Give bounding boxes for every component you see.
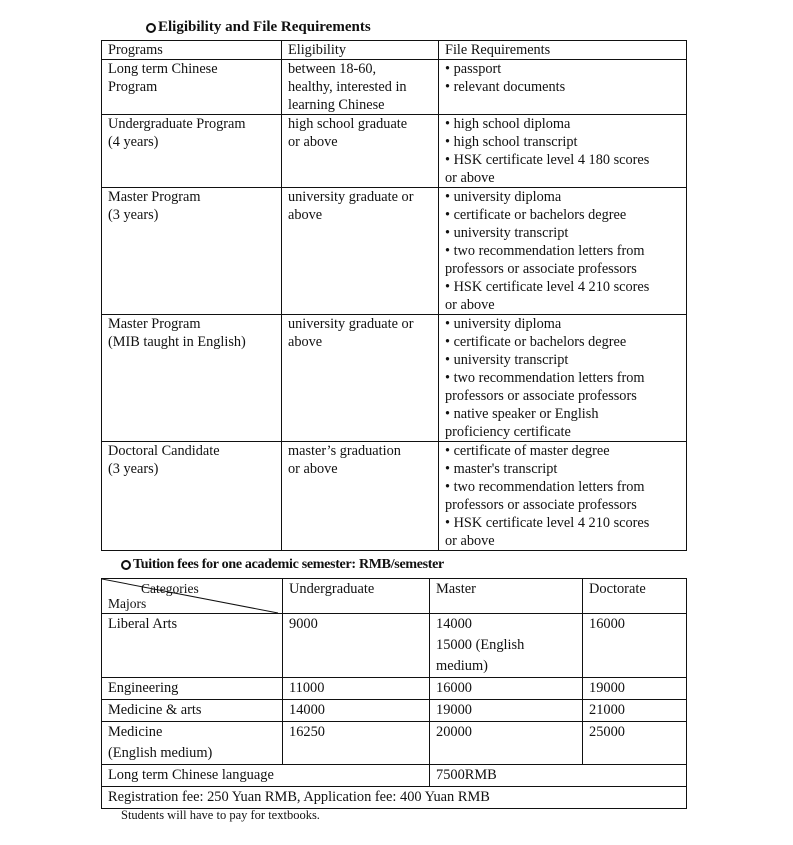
cell-line: master’s graduation <box>288 443 401 459</box>
undergraduate-fee-cell: 16250 <box>283 722 430 765</box>
section-title-text: Tuition fees for one academic semester: RMB/semester <box>133 557 444 572</box>
undergraduate-fee-cell: 14000 <box>283 700 430 722</box>
cell-line: healthy, interested in <box>288 79 407 95</box>
corner-label-categories: Categories <box>141 581 199 596</box>
cell-line: Long term Chinese <box>108 61 218 77</box>
section-title-tuition <box>121 557 444 573</box>
cell-line: 14000 <box>436 616 472 632</box>
footnote: Students will have to pay for textbooks. <box>121 808 320 822</box>
cell-line: professors or associate professors <box>445 388 637 404</box>
table-row <box>102 722 687 765</box>
cell-line: above <box>288 207 323 223</box>
fees-row <box>102 787 687 809</box>
column-header: Undergraduate <box>283 579 430 614</box>
cell-line: or above <box>445 297 495 313</box>
cell-line: between 18-60, <box>288 61 377 77</box>
column-header: File Requirements <box>439 41 687 60</box>
language-value: 7500RMB <box>430 765 687 787</box>
cell-line: university graduate or <box>288 189 414 205</box>
major-cell <box>102 700 283 722</box>
doctorate-fee-cell: 19000 <box>583 678 687 700</box>
cell-line: professors or associate professors <box>445 261 637 277</box>
file-requirements-cell <box>439 315 687 442</box>
cell-line: (MIB taught in English) <box>108 334 246 350</box>
cell-line: • HSK certificate level 4 180 scores <box>445 152 650 168</box>
column-header: Programs <box>102 41 282 60</box>
cell-line: (4 years) <box>108 134 159 150</box>
cell-line: • two recommendation letters from <box>445 243 645 259</box>
cell-line: Program <box>108 79 158 95</box>
table-row <box>102 442 687 551</box>
program-cell <box>102 315 282 442</box>
column-header: Eligibility <box>282 41 439 60</box>
undergraduate-fee-cell: 9000 <box>283 614 430 678</box>
table-row <box>102 315 687 442</box>
doctorate-fee-cell: 21000 <box>583 700 687 722</box>
cell-line: • passport <box>445 61 502 77</box>
table-row <box>102 115 687 188</box>
table-row <box>102 678 687 700</box>
cell-line: above <box>288 334 323 350</box>
program-cell <box>102 115 282 188</box>
cell-line: Medicine <box>108 724 163 740</box>
corner-header-cell <box>102 579 283 614</box>
cell-line: (English medium) <box>108 745 213 761</box>
cell-line: 19000 <box>436 702 472 718</box>
cell-line: Master Program <box>108 189 201 205</box>
master-fee-cell <box>430 614 583 678</box>
cell-line: • two recommendation letters from <box>445 479 645 495</box>
cell-line: • two recommendation letters from <box>445 370 645 386</box>
cell-line: high school graduate <box>288 116 408 132</box>
cell-line: • HSK certificate level 4 210 scores <box>445 515 650 531</box>
cell-line: • university diploma <box>445 189 562 205</box>
table-row <box>102 700 687 722</box>
cell-line: • certificate or bachelors degree <box>445 334 627 350</box>
tuition-table <box>101 578 687 809</box>
doctorate-fee-cell: 25000 <box>583 722 687 765</box>
cell-line: • certificate of master degree <box>445 443 610 459</box>
column-header: Master <box>430 579 583 614</box>
doctorate-fee-cell: 16000 <box>583 614 687 678</box>
cell-line: Undergraduate Program <box>108 116 246 132</box>
column-header: Doctorate <box>583 579 687 614</box>
eligibility-cell <box>282 115 439 188</box>
cell-line: • high school diploma <box>445 116 571 132</box>
cell-line: or above <box>288 134 338 150</box>
circle-bullet-icon <box>121 560 131 570</box>
cell-line: (3 years) <box>108 461 159 477</box>
cell-line: 16000 <box>436 680 472 696</box>
cell-line: • university transcript <box>445 225 569 241</box>
section-title-text: Eligibility and File Requirements <box>158 19 371 35</box>
cell-line: • relevant documents <box>445 79 566 95</box>
major-cell <box>102 614 283 678</box>
cell-line: learning Chinese <box>288 97 385 113</box>
cell-line: professors or associate professors <box>445 497 637 513</box>
table-header-row <box>102 41 687 60</box>
cell-line: Engineering <box>108 680 179 696</box>
master-fee-cell <box>430 700 583 722</box>
fees-text: Registration fee: 250 Yuan RMB, Application fee: 400 Yuan RMB <box>102 787 687 809</box>
cell-line: • native speaker or English <box>445 406 599 422</box>
program-cell <box>102 188 282 315</box>
undergraduate-fee-cell: 11000 <box>283 678 430 700</box>
language-row <box>102 765 687 787</box>
program-cell <box>102 442 282 551</box>
major-cell <box>102 722 283 765</box>
cell-line: Medicine & arts <box>108 702 202 718</box>
cell-line: (3 years) <box>108 207 159 223</box>
table-row <box>102 60 687 115</box>
program-cell <box>102 60 282 115</box>
section-title-eligibility <box>146 19 371 36</box>
eligibility-cell <box>282 442 439 551</box>
corner-label-majors: Majors <box>108 596 147 611</box>
table-row <box>102 614 687 678</box>
major-cell <box>102 678 283 700</box>
cell-line: or above <box>288 461 338 477</box>
cell-line: proficiency certificate <box>445 424 571 440</box>
file-requirements-cell <box>439 188 687 315</box>
table-row <box>102 188 687 315</box>
circle-bullet-icon <box>146 23 156 33</box>
file-requirements-cell <box>439 115 687 188</box>
cell-line: Master Program <box>108 316 201 332</box>
cell-line: • high school transcript <box>445 134 578 150</box>
cell-line: medium) <box>436 658 488 674</box>
cell-line: • HSK certificate level 4 210 scores <box>445 279 650 295</box>
cell-line: • certificate or bachelors degree <box>445 207 627 223</box>
cell-line: • university diploma <box>445 316 562 332</box>
cell-line: 20000 <box>436 724 472 740</box>
file-requirements-cell <box>439 442 687 551</box>
master-fee-cell <box>430 722 583 765</box>
eligibility-table <box>101 40 687 551</box>
eligibility-cell <box>282 60 439 115</box>
table-header-row <box>102 579 687 614</box>
cell-line: • master's transcript <box>445 461 558 477</box>
cell-line: • university transcript <box>445 352 569 368</box>
master-fee-cell <box>430 678 583 700</box>
cell-line: or above <box>445 170 495 186</box>
eligibility-cell <box>282 188 439 315</box>
cell-line: Liberal Arts <box>108 616 178 632</box>
cell-line: 15000 (English <box>436 637 525 653</box>
cell-line: Doctoral Candidate <box>108 443 220 459</box>
cell-line: university graduate or <box>288 316 414 332</box>
cell-line: or above <box>445 533 495 549</box>
file-requirements-cell <box>439 60 687 115</box>
language-label: Long term Chinese language <box>102 765 430 787</box>
eligibility-cell <box>282 315 439 442</box>
